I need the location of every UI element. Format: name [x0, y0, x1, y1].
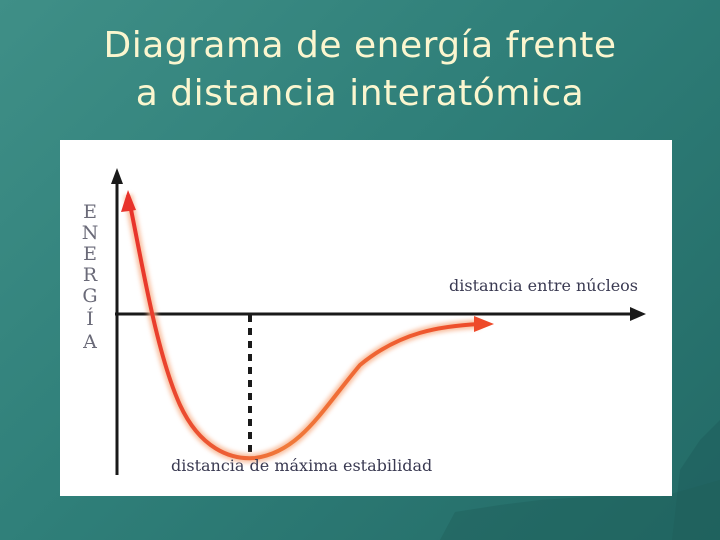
- y-axis-letter: E: [83, 243, 97, 265]
- slide-title-line-2: a distancia interatómica: [135, 73, 585, 114]
- energy-curve-glow: [128, 195, 480, 458]
- curve-arrowhead-right: [474, 316, 494, 332]
- y-axis-arrowhead: [111, 168, 123, 184]
- x-axis-label: distancia entre núcleos: [449, 276, 638, 295]
- x-axis-arrowhead: [630, 307, 646, 321]
- y-axis-letter: R: [82, 264, 98, 286]
- slide-title-line-1: Diagrama de energía frente: [103, 25, 617, 66]
- y-axis-letter: G: [82, 285, 98, 307]
- energy-diagram-panel: [60, 140, 672, 496]
- y-axis-letter: N: [81, 222, 99, 244]
- y-axis-label: [82, 201, 99, 353]
- minimum-label: distancia de máxima estabilidad: [171, 456, 433, 475]
- slide-title: [0, 22, 720, 118]
- energy-diagram: [60, 140, 672, 496]
- y-axis-letter: E: [83, 201, 97, 223]
- y-axis-letter: Í: [86, 308, 94, 330]
- y-axis-letter: A: [83, 331, 97, 353]
